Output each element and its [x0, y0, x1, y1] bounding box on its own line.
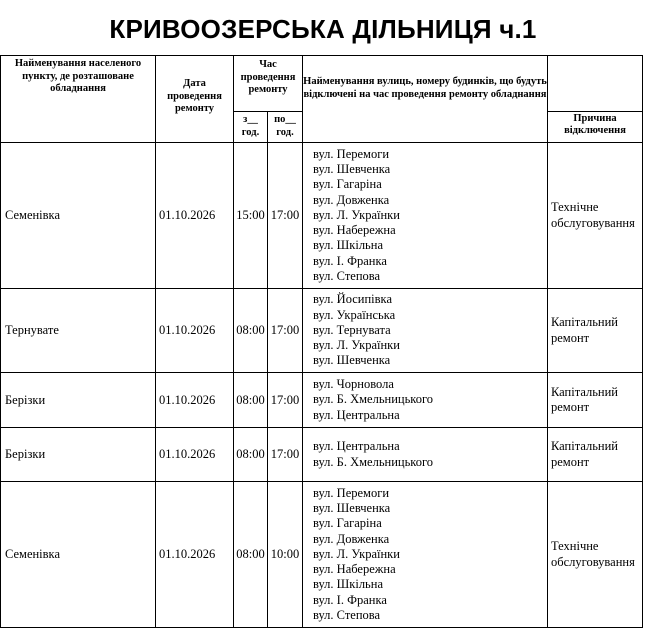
header-date: Дата проведення ремонту	[156, 56, 234, 143]
reason-cell: Технічне обслуговування	[548, 482, 643, 628]
street-item: вул. Шевченка	[313, 162, 391, 177]
time-from-cell: 08:00	[234, 373, 268, 428]
date-cell: 01.10.2026	[156, 482, 234, 628]
streets-cell	[303, 289, 548, 373]
street-item: вул. Шкільна	[313, 577, 383, 592]
time-to-cell: 10:00	[268, 482, 303, 628]
table-row	[1, 373, 643, 428]
street-item: вул. Центральна	[313, 439, 400, 454]
time-from-cell: 08:00	[234, 482, 268, 628]
header-time-from: з__ год.	[234, 112, 268, 143]
settlement-cell: Тернувате	[1, 289, 156, 373]
street-item: вул. Шкільна	[313, 238, 383, 253]
street-item: вул. Набережна	[313, 223, 396, 238]
street-item: вул. Степова	[313, 607, 381, 622]
street-item: вул. Л. Українки	[313, 338, 400, 353]
street-item: вул. Чорновола	[313, 377, 394, 392]
table-row	[1, 143, 643, 289]
header-settlement: Найменування населеного пункту, де розташоване обладнання	[1, 56, 156, 143]
time-from-cell: 08:00	[234, 289, 268, 373]
street-item: вул. Л. Українки	[313, 546, 400, 561]
street-item: вул. Гагаріна	[313, 516, 382, 531]
table-row	[1, 289, 643, 373]
table-body	[1, 143, 643, 628]
header-time: Час проведення ремонту	[234, 56, 303, 112]
date-cell: 01.10.2026	[156, 289, 234, 373]
street-item: вул. Гагаріна	[313, 177, 382, 192]
date-cell: 01.10.2026	[156, 373, 234, 428]
street-item: вул. Б. Хмельницького	[313, 454, 434, 469]
header-reason-spacer	[548, 56, 643, 112]
outage-schedule-table	[0, 55, 643, 628]
street-item: вул. Йосипівка	[313, 292, 392, 307]
settlement-cell: Семенівка	[1, 482, 156, 628]
table-row	[1, 482, 643, 628]
settlement-cell: Берізки	[1, 428, 156, 482]
settlement-cell: Берізки	[1, 373, 156, 428]
time-from-cell: 08:00	[234, 428, 268, 482]
streets-cell	[303, 373, 548, 428]
header-time-to: по__ год.	[268, 112, 303, 143]
reason-cell: Капітальний ремонт	[548, 289, 643, 373]
reason-cell: Капітальний ремонт	[548, 373, 643, 428]
street-item: вул. Центральна	[313, 407, 400, 422]
time-to-cell: 17:00	[268, 289, 303, 373]
reason-cell: Технічне обслуговування	[548, 143, 643, 289]
settlement-cell: Семенівка	[1, 143, 156, 289]
street-item: вул. І. Франка	[313, 253, 387, 268]
street-item: вул. Степова	[313, 268, 381, 283]
street-item: вул. Набережна	[313, 562, 396, 577]
streets-cell	[303, 482, 548, 628]
date-cell: 01.10.2026	[156, 143, 234, 289]
header-reason: Причина відключення	[548, 112, 643, 143]
street-item: вул. Довженка	[313, 531, 390, 546]
time-to-cell: 17:00	[268, 143, 303, 289]
street-item: вул. Тернувата	[313, 322, 391, 337]
street-item: вул. Л. Українки	[313, 207, 400, 222]
header-streets: Найменування вулиць, номеру будинків, що будуть відключені на час проведення ремонту обладнання	[303, 56, 548, 143]
street-item: вул. Шевченка	[313, 501, 391, 516]
page-title: КРИВООЗЕРСЬКА ДІЛЬНИЦЯ ч.1	[109, 14, 537, 44]
reason-cell: Капітальний ремонт	[548, 428, 643, 482]
time-to-cell: 17:00	[268, 373, 303, 428]
street-item: вул. Довженка	[313, 192, 390, 207]
street-item: вул. Б. Хмельницького	[313, 392, 434, 407]
street-item: вул. Перемоги	[313, 147, 390, 162]
street-item: вул. І. Франка	[313, 592, 387, 607]
street-item: вул. Шевченка	[313, 353, 391, 368]
streets-cell	[303, 143, 548, 289]
street-item: вул. Українська	[313, 307, 396, 322]
time-to-cell: 17:00	[268, 428, 303, 482]
time-from-cell: 15:00	[234, 143, 268, 289]
table-row	[1, 428, 643, 482]
streets-cell	[303, 428, 548, 482]
street-item: вул. Перемоги	[313, 486, 390, 501]
date-cell: 01.10.2026	[156, 428, 234, 482]
